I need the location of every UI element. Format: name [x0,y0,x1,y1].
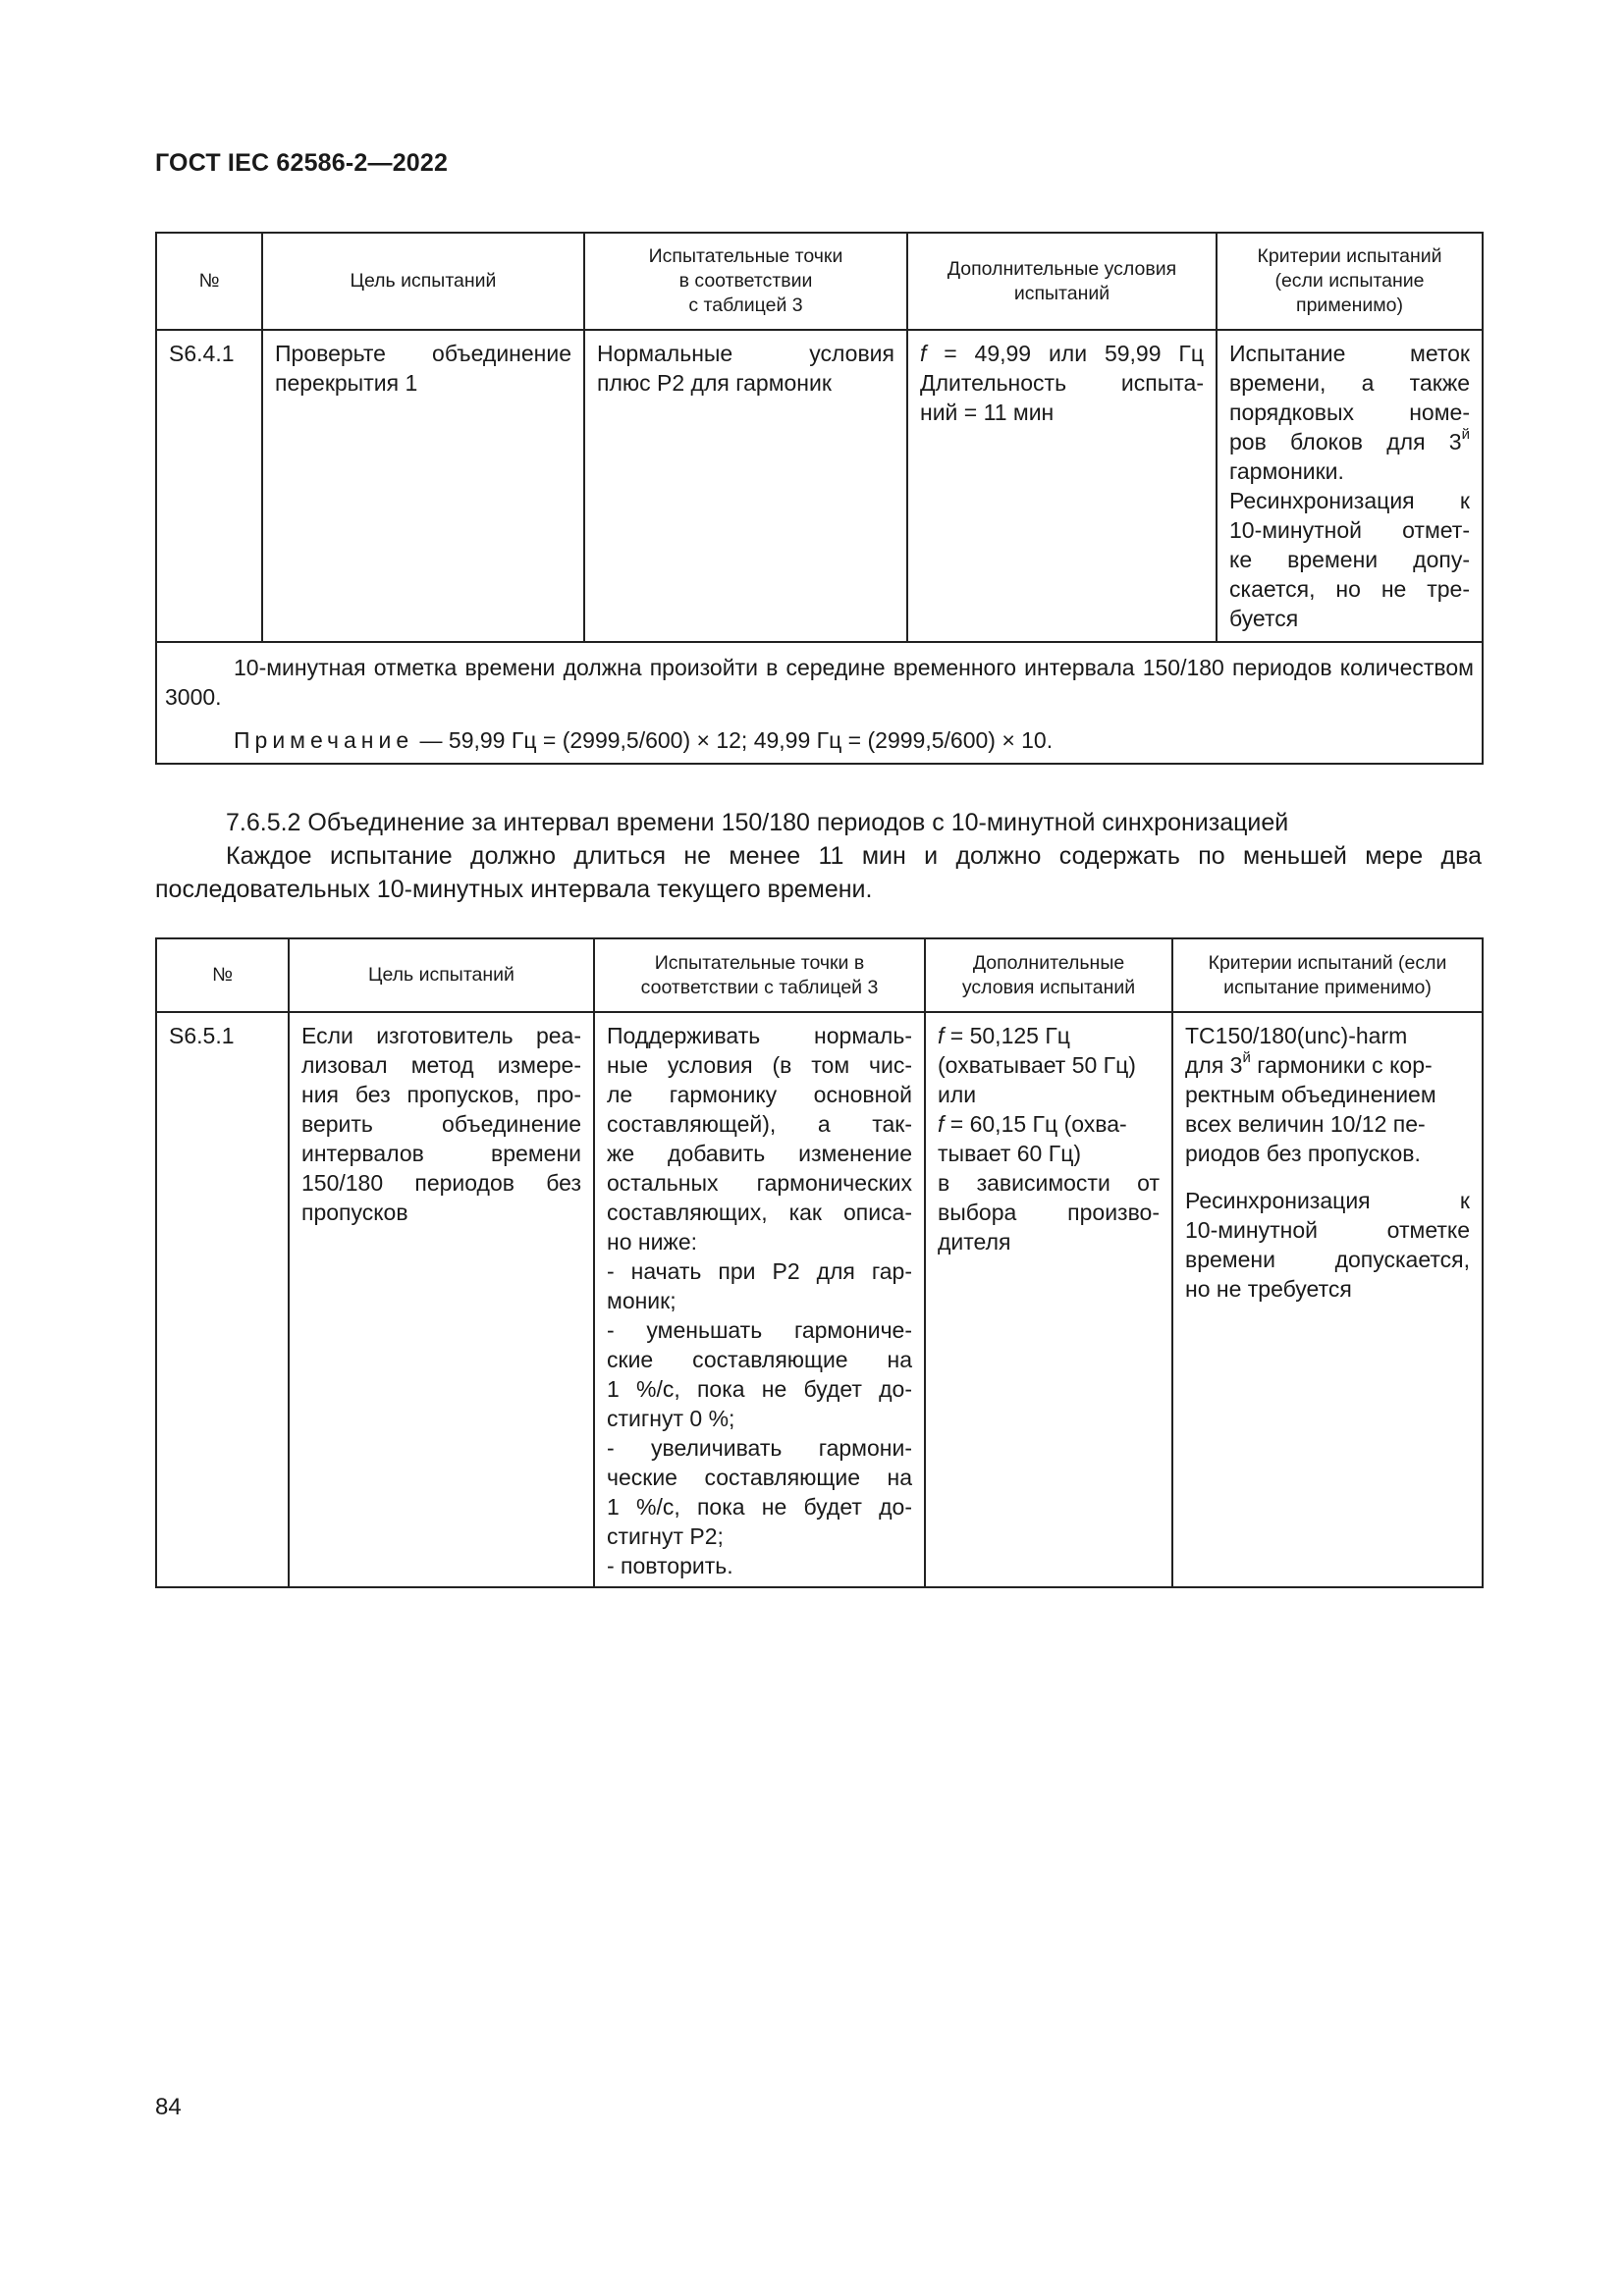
cell-number: S6.4.1 [156,330,262,642]
cell-goal: Проверьте объединение перекрытия 1 [262,330,584,642]
cell-note [156,642,1483,764]
col-header-conditions: Дополнительные условия испытаний [925,938,1172,1012]
col-header-number: № [156,938,289,1012]
cell-test-points: Нормальные условия плюс Р2 для гармоник [584,330,907,642]
col-header-test-points: Испытательные точки в соответствии с таблицей 3 [584,233,907,330]
section-text [155,806,1482,906]
col-header-goal: Цель испытаний [289,938,594,1012]
col-header-criteria: Критерии испытаний (если испытание применимо) [1217,233,1483,330]
cell-criteria: TC150/180(unc)-harm для $3^й$ гармоники с кор- ректным объединением всех величин 10/12 пе- риодов без пропусков. Ресинхронизация к 10-минутной отметке времени допускается, но не требуется [1172,1012,1483,1587]
cell-number: S6.5.1 [156,1012,289,1587]
note-formula: Примечание — 59,99 Гц = (2999,5/600) × 12; 49,99 Гц = (2999,5/600) × 10. [234,727,1054,753]
document-header: ГОСТ IEC 62586-2—2022 [155,149,449,177]
col-header-test-points: Испытательные точки в соответствии с таблицей 3 [594,938,925,1012]
section-paragraph: Каждое испытание должно длиться не менее 11 мин и должно содержать по меньшей мере два последовательных 10-минутных интервала текущего времени. [155,842,1482,903]
col-header-goal: Цель испытаний [262,233,584,330]
section-heading: 7.6.5.2 Объединение за интервал времени 150/180 периодов с 10-минутной синхронизацией [226,809,1289,836]
col-header-criteria: Критерии испытаний (если испытание применимо) [1172,938,1483,1012]
page-number: 84 [155,2094,182,2120]
table-note-row [156,642,1483,764]
note-text: 10-минутная отметка времени должна произойти в середине временного интервала 150/180 периодов количеством 3000. [165,655,1474,710]
cell-conditions: f = 50,125 Гц (охватывает 50 Гц) или f = 60,15 Гц (охва- тывает 60 Гц) в зависимости от выбора произво- дителя [925,1012,1172,1587]
test-table-overlap [155,232,1484,765]
table-row [156,330,1483,642]
col-header-conditions: Дополнительные условия испытаний [907,233,1217,330]
table-header-row [156,233,1483,330]
cell-conditions: f = 49,99 или 59,99 Гц Длительность испыта- ний = 11 мин [907,330,1217,642]
col-header-number: № [156,233,262,330]
cell-criteria: Испытание меток времени, а также порядковых номе- ров блоков для $3^й$ гармоники. Ресинхронизация к 10-минутной отмет- ке времени допу- скается, но не тре- буется [1217,330,1483,642]
cell-goal: Если изготовитель реа- лизовал метод измере- ния без пропусков, про- верить объединение интервалов времени 150/180 периодов без пропусков [289,1012,594,1587]
cell-test-points: Поддерживать нормаль- ные условия (в том чис- ле гармонику основной составляющей), а так- же добавить изменение остальных гармонических составляющих, как описа- но ниже: - начать при Р2 для гар- моник; - уменьшать гармониче- ские составляющие на 1 %/с, пока не будет до- стигнут 0 %; - увеличивать гармони- ческие составляющие на 1 %/с, пока не будет до- стигнут Р2; - повторить. [594,1012,925,1587]
table-row [156,1012,1483,1587]
table-header-row [156,938,1483,1012]
test-table-no-gap [155,937,1484,1588]
